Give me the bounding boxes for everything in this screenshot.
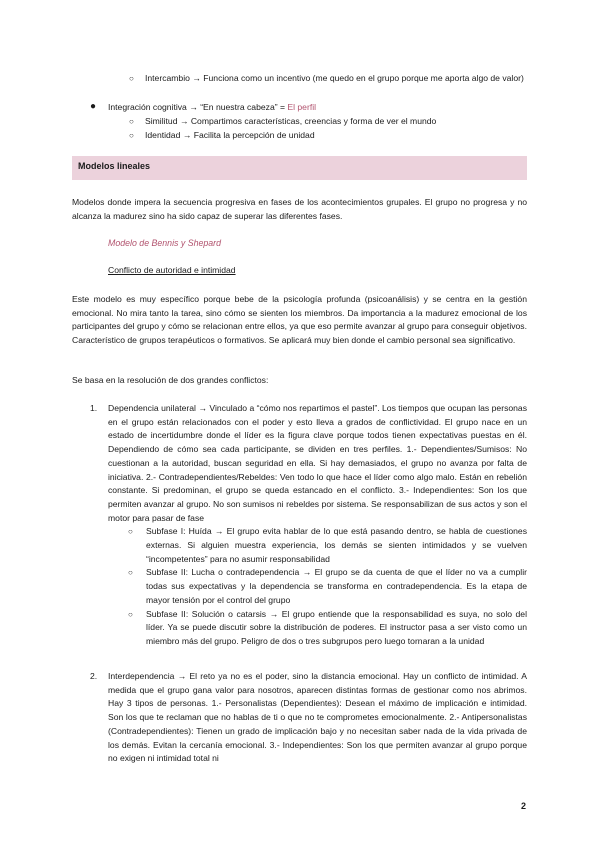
hollow-circle-bullet-icon: ○: [128, 527, 133, 537]
list-item-text: Subfase II: Lucha o contradependencia → El grupo se da cuenta de que el líder no va a cumplir todas sus expectativas y la dependencia se transforma en contradependencia. Es la etapa de mayor tensión por el control del grupo: [146, 567, 527, 605]
body-paragraph: Se basa en la resolución de dos grandes conflictos:: [72, 375, 269, 385]
list-item: [128, 525, 527, 566]
section-heading: Modelos lineales: [78, 161, 151, 171]
conflict-title: Conflicto de autoridad e intimidad: [108, 265, 236, 275]
list-number: 1.: [90, 403, 98, 413]
list-item: [128, 115, 528, 129]
list-item-text: Interdependencia → El reto ya no es el poder, sino la distancia emocional. Hay un conflicto de intimidad. A medida que el grupo gana valor para nosotros, aparecen distintas formas de gestionar como nos abrimos. Hay 3 tipos de personas. 1.- Personalistas (Dependientes): Desean el máximo de implicación e intimidad. Son los que te reclaman que no hablas de ti o que no te comprometes emocionalmente. 2.- Antipersonalistas (Contradependientes): Tienen un grado de implicación bajo y no necesitan saber nada de la vida privada de los demás. Evitan la cercanía emocional. 3.- Independientes: Son los que permiten avanzar al grupo porque no exigen ni intimidad total ni: [108, 671, 527, 764]
sub-phase-list: [128, 525, 527, 648]
numbered-item-1: [90, 402, 527, 649]
hollow-circle-bullet-icon: ○: [129, 130, 134, 140]
list-item: [90, 101, 520, 115]
list-item-text: Integración cognitiva → “En nuestra cabeza” =: [108, 102, 288, 112]
list-item: [128, 129, 528, 143]
page-number: 2: [521, 801, 527, 811]
list-item: [128, 608, 527, 649]
bullet-list-integracion: [128, 115, 528, 142]
list-item-text: Subfase II: Solución o catarsis → El grupo entiende que la responsabilidad es suya, no solo del líder. Ya se puede discutir sobre la distribución de poderes. El instructor pasa a ser visto como un miembro más del grupo. Peligro de dos o tres subgrupos pero luego tornaran a la unidad: [146, 608, 527, 646]
bullet-list-intercambio: [128, 72, 528, 86]
list-item-text: Dependencia unilateral → Vinculado a “cómo nos repartimos el pastel”. Los tiempos que ocupan las personas en el grupo están relacionados con el poder y esto lleva a grados de conflictividad. El grupo nace en un estado de incertidumbre donde el líder es la figura clave porque todos tienen expectativas puestas en él. Dependiendo de cómo sea cada participante, se dividen en tres perfiles. 1.- Dependientes/Sumisos: No cuestionan a la autoridad, buscan seguridad en ella. Si hay demasiados, el grupo no avanza por falta de iniciativa. 2.- Contradependientes/Rebeldes: Ven todo lo que hace el líder como algo malo. Están en rebelión constante. Si predominan, el grupo se queda estancado en el conflicto. 3.- Independientes: Son los que permiten avanzar al grupo. No son sumisos ni rebeldes por sistema. Se responsabilizan de sus actos y son el motor para pasar de fase: [108, 403, 527, 523]
body-paragraph: Este modelo es muy específico porque bebe de la psicología profunda (psicoanálisis) y se centra en la gestión emocional. No mira tanto la tarea, sino cómo se sienten los miembros. Da importancia a la madurez emocional de los participantes del grupo y cómo se relacionan entre ellos, ya que eso permite avanzar al grupo para conseguir objetivos. Característico de grupos terapéuticos o formativos. Se aplicará muy bien donde el cambio personal sea significativo.: [72, 294, 527, 346]
accent-text: El perfil: [287, 102, 317, 112]
filled-circle-bullet-icon: ●: [90, 101, 97, 112]
section-heading-box: [72, 156, 527, 180]
numbered-item-2: [90, 670, 527, 766]
list-item-text: Subfase I: Huída → El grupo evita hablar de lo que está pasando dentro, se habla de cuestiones externas. Si alguien muestra experiencia, los demás se sienten intimidados y se vuelven “incompetentes” para no asumir responsabilidad: [146, 526, 527, 564]
list-item: [128, 566, 527, 607]
hollow-circle-bullet-icon: ○: [128, 568, 133, 578]
model-title: Modelo de Bennis y Shepard: [108, 238, 221, 248]
intro-paragraph: Modelos donde impera la secuencia progresiva en fases de los acontecimientos grupales. El grupo no progresa y no alcanza la madurez sino ha sido capaz de superar las diferentes fases.: [72, 197, 527, 221]
hollow-circle-bullet-icon: ○: [128, 609, 133, 619]
hollow-circle-bullet-icon: ○: [129, 117, 134, 126]
list-item-text: Identidad → Facilita la percepción de unidad: [145, 129, 315, 140]
list-number: 2.: [90, 671, 98, 681]
list-item-text: Similitud → Compartimos características, creencias y forma de ver el mundo: [145, 116, 437, 126]
list-item: [128, 72, 528, 86]
list-item-text: Intercambio → Funciona como un incentivo (me quedo en el grupo porque me aporta algo de valor): [145, 73, 524, 83]
hollow-circle-bullet-icon: ○: [129, 74, 134, 83]
